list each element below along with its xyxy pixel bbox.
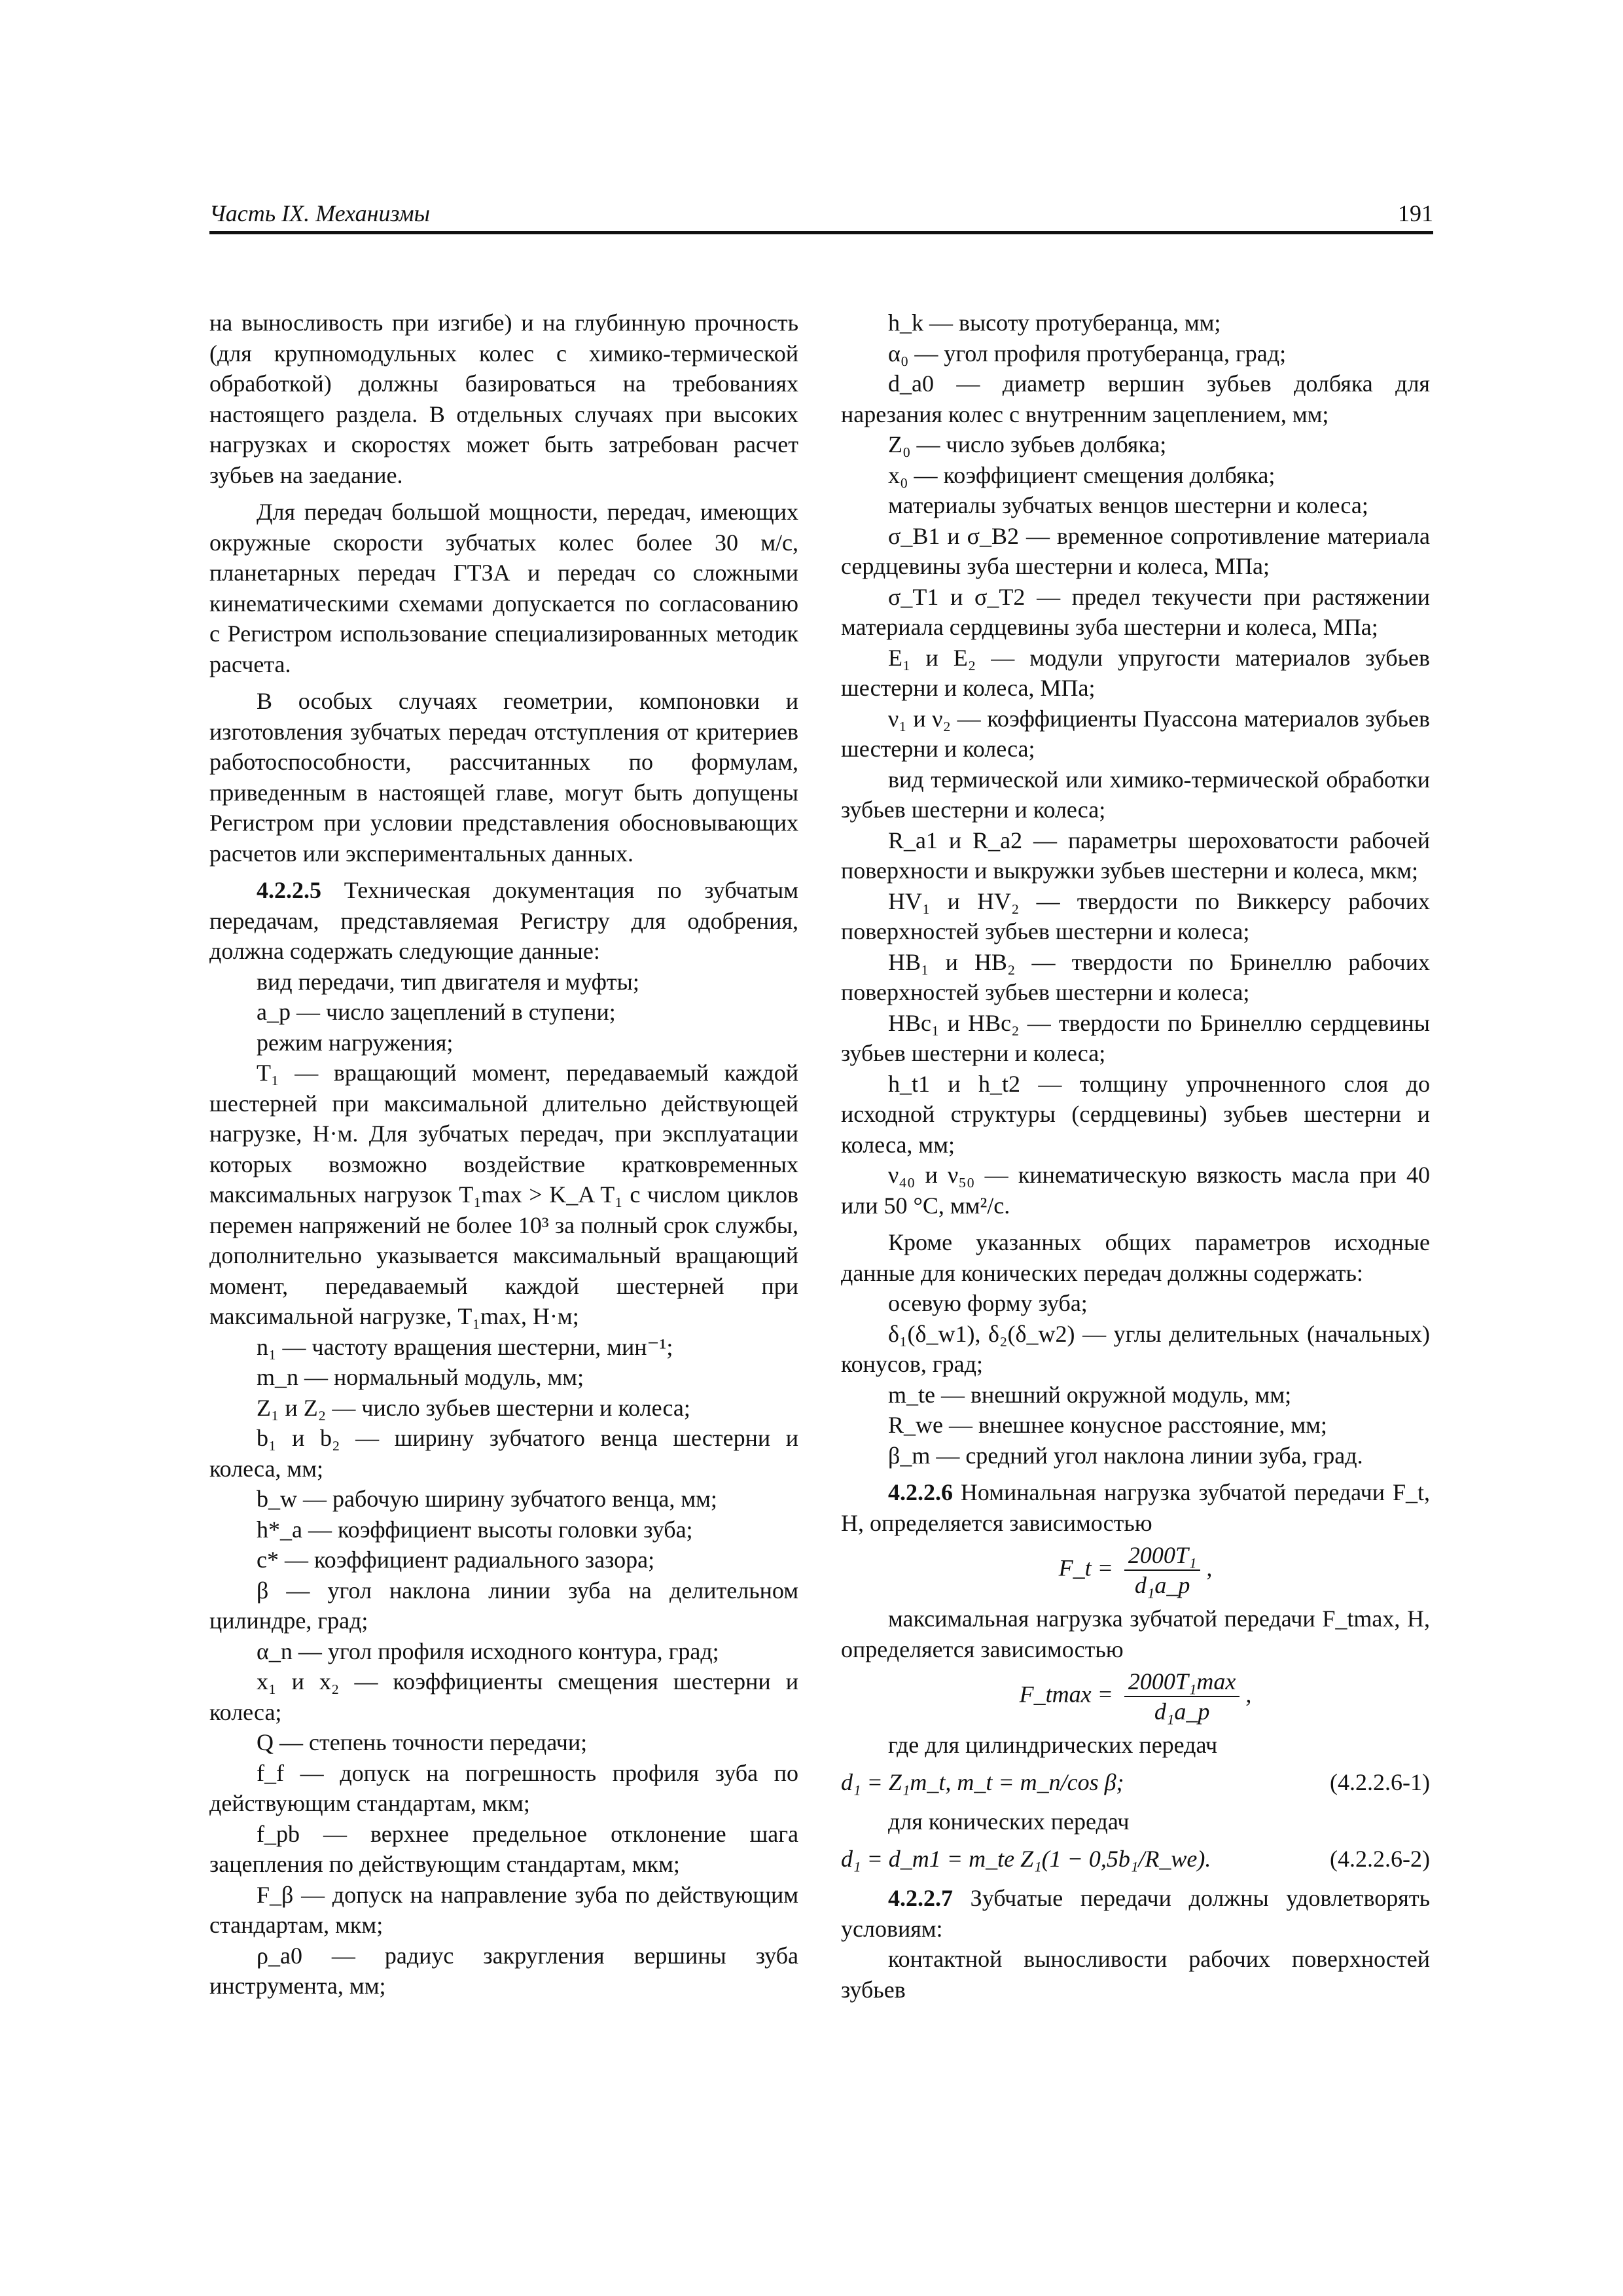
paragraph: Кроме указанных общих параметров исходные данные для конических передач должны содержать: bbox=[841, 1229, 1430, 1286]
page-number: 191 bbox=[1398, 200, 1433, 226]
list-item: α₀ — угол профиля протуберанца, град; bbox=[888, 340, 1287, 367]
fraction bbox=[1124, 1667, 1240, 1726]
equation-expression: d₁ = d_m1 = m_te Z₁(1 − 0,5b₁/R_we). bbox=[841, 1845, 1211, 1872]
running-title: Часть IX. Механизмы bbox=[209, 200, 430, 226]
formula-lhs: F_tmax = bbox=[1019, 1681, 1113, 1708]
page-header bbox=[209, 200, 1433, 234]
paragraph: на выносливость при изгибе) и на глубинную прочность (для крупномодульных колес с химико-термической обработкой) должны базироваться на требованиях настоящего раздела. В отдельных случаях при высоких нагрузках и скоростях может быть затребован расчет зубьев на заедание. bbox=[209, 310, 798, 488]
list-item: h*_a — коэффициент высоты головки зуба; bbox=[257, 1516, 693, 1543]
list-item: F_β — допуск на направление зуба по действующим стандартам, мкм; bbox=[209, 1881, 798, 1938]
equation-label: (4.2.2.6-2) bbox=[1330, 1845, 1430, 1872]
list-item: HV₁ и HV₂ — твердости по Виккерсу рабочих поверхностей зубьев шестерни и колеса; bbox=[841, 888, 1430, 944]
right-column bbox=[841, 308, 1430, 2005]
list-item: b₁ и b₂ — ширину зубчатого венца шестерни и колеса, мм; bbox=[209, 1425, 798, 1482]
list-item: осевую форму зуба; bbox=[888, 1290, 1088, 1316]
list-item: δ₁(δ_w1), δ₂(δ_w2) — углы делительных (начальных) конусов, град; bbox=[841, 1320, 1430, 1377]
formula-tail: , bbox=[1245, 1681, 1252, 1708]
clause-number: 4.2.2.7 bbox=[888, 1885, 953, 1911]
clause-4-2-2-7 bbox=[841, 1883, 1430, 1944]
list-item: режим нагружения; bbox=[257, 1029, 454, 1056]
equation-expression: d₁ = Z₁m_t, m_t = m_n/cos β; bbox=[841, 1768, 1124, 1795]
list-item: β_m — средний угол наклона линии зуба, град. bbox=[888, 1442, 1363, 1469]
list-item: x₁ и x₂ — коэффициенты смещения шестерни и колеса; bbox=[209, 1668, 798, 1725]
equation-4-2-2-6-2 bbox=[841, 1844, 1430, 1874]
clause-4-2-2-5 bbox=[209, 875, 798, 967]
equation-label: (4.2.2.6-1) bbox=[1330, 1768, 1430, 1795]
list-item: E₁ и E₂ — модули упругости материалов зубьев шестерни и колеса, МПа; bbox=[841, 644, 1430, 701]
list-item: x₀ — коэффициент смещения долбяка; bbox=[888, 461, 1275, 488]
list-item: HBc₁ и HBc₂ — твердости по Бринеллю сердцевины зубьев шестерни и колеса; bbox=[841, 1009, 1430, 1066]
list-item: σ_T1 и σ_T2 — предел текучести при растяжении материала сердцевины зуба шестерни и колеса, МПа; bbox=[841, 583, 1430, 640]
clause-text: Зубчатые передачи должны удовлетворять условиям: bbox=[841, 1885, 1430, 1942]
formula-nominal-load bbox=[841, 1541, 1430, 1600]
list-item: b_w — рабочую ширину зубчатого венца, мм; bbox=[257, 1486, 717, 1512]
list-item: ρ_a0 — радиус закругления вершины зуба инструмента, мм; bbox=[209, 1942, 798, 1999]
paragraph: В особых случаях геометрии, компоновки и изготовления зубчатых передач отступления от критериев работоспособности, рассчитанных по формулам, приведенным в настоящей главе, могут быть допущены Регистром при условии представления обосновывающих расчетов или экспериментальных данных. bbox=[209, 688, 798, 867]
list-item: a_p — число зацеплений в ступени; bbox=[257, 999, 616, 1025]
list-item: ν₄₀ и ν₅₀ — кинематическую вязкость масла при 40 или 50 °С, мм²/с. bbox=[841, 1162, 1430, 1219]
equation-4-2-2-6-1 bbox=[841, 1767, 1430, 1798]
list-item: R_we — внешнее конусное расстояние, мм; bbox=[888, 1412, 1327, 1438]
paragraph: для конических передач bbox=[888, 1808, 1130, 1835]
numerator: 2000T₁max bbox=[1124, 1667, 1240, 1697]
fraction bbox=[1124, 1541, 1201, 1600]
paragraph: Для передач большой мощности, передач, имеющих окружные скорости зубчатых колес более 30 м/с, планетарных передач ГТЗА и передач со сложными кинематическими схемами допускается по согласованию с Регистром использование специализированных методик расчета. bbox=[209, 499, 798, 677]
list-item: Z₁ и Z₂ — число зубьев шестерни и колеса; bbox=[257, 1394, 690, 1421]
list-item: HB₁ и HB₂ — твердости по Бринеллю рабочих поверхностей зубьев шестерни и колеса; bbox=[841, 948, 1430, 1005]
list-item: h_k — высоту протуберанца, мм; bbox=[888, 310, 1221, 336]
clause-text: Техническая документация по зубчатым передачам, представляемая Регистру для одобрения, должна содержать следующие данные: bbox=[209, 877, 798, 964]
list-item: f_f — допуск на погрешность профиля зуба по действующим стандартам, мкм; bbox=[209, 1759, 798, 1816]
list-item: h_t1 и h_t2 — толщину упрочненного слоя до исходной структуры (сердцевины) зубьев шестерни и колеса, мм; bbox=[841, 1070, 1430, 1158]
left-column bbox=[209, 308, 798, 2001]
paragraph: где для цилиндрических передач bbox=[888, 1732, 1218, 1758]
list-item: β — угол наклона линии зуба на делительном цилиндре, град; bbox=[209, 1577, 798, 1634]
list-item: α_n — угол профиля исходного контура, град; bbox=[257, 1638, 719, 1664]
list-item: вид передачи, тип двигателя и муфты; bbox=[257, 968, 639, 995]
list-item: m_n — нормальный модуль, мм; bbox=[257, 1364, 584, 1390]
formula-tail: , bbox=[1206, 1554, 1213, 1581]
formula-max-load bbox=[841, 1667, 1430, 1726]
list-item: ν₁ и ν₂ — коэффициенты Пуассона материалов зубьев шестерни и колеса; bbox=[841, 705, 1430, 762]
clause-number: 4.2.2.5 bbox=[257, 877, 321, 903]
list-item: Z₀ — число зубьев долбяка; bbox=[888, 431, 1167, 457]
paragraph: контактной выносливости рабочих поверхностей зубьев bbox=[841, 1946, 1430, 2003]
list-item: d_a0 — диаметр вершин зубьев долбяка для нарезания колес с внутренним зацеплением, мм; bbox=[841, 370, 1430, 427]
list-item: R_a1 и R_a2 — параметры шероховатости рабочей поверхности и выкружки зубьев шестерни и колеса, мкм; bbox=[841, 827, 1430, 884]
formula-lhs: F_t = bbox=[1058, 1554, 1113, 1581]
list-item: вид термической или химико-термической обработки зубьев шестерни и колеса; bbox=[841, 766, 1430, 823]
list-item: σ_B1 и σ_B2 — временное сопротивление материала сердцевины зуба шестерни и колеса, МПа; bbox=[841, 522, 1430, 579]
list-item: материалы зубчатых венцов шестерни и колеса; bbox=[888, 492, 1368, 518]
list-item: Q — степень точности передачи; bbox=[257, 1729, 588, 1755]
list-item: m_te — внешний окружной модуль, мм; bbox=[888, 1381, 1292, 1408]
list-item: c* — коэффициент радиального зазора; bbox=[257, 1547, 655, 1573]
clause-number: 4.2.2.6 bbox=[888, 1479, 953, 1505]
list-item: T₁ — вращающий момент, передаваемый каждой шестерней при максимальной длительно действующей нагрузке, Н·м. Для зубчатых передач, при эксплуатации которых возможно воздействие кратковременных максимальных нагрузок T₁max > K_A T₁ с числом циклов перемен напряжений не более 10³ за полный срок службы, дополнительно указывается максимальный вращающий момент, передаваемый каждой шестерней при максимальной нагрузке, T₁max, Н·м; bbox=[209, 1060, 798, 1329]
list-item: n₁ — частоту вращения шестерни, мин⁻¹; bbox=[257, 1333, 673, 1360]
denominator: d₁a_p bbox=[1154, 1698, 1210, 1725]
paragraph: максимальная нагрузка зубчатой передачи F_tmax, Н, определяется зависимостью bbox=[841, 1605, 1430, 1662]
clause-4-2-2-6 bbox=[841, 1477, 1430, 1538]
numerator: 2000T₁ bbox=[1124, 1541, 1201, 1571]
clause-text: Номинальная нагрузка зубчатой передачи F_t, Н, определяется зависимостью bbox=[841, 1479, 1430, 1536]
denominator: d₁a_p bbox=[1134, 1572, 1190, 1598]
list-item: f_pb — верхнее предельное отклонение шага зацепления по действующим стандартам, мкм; bbox=[209, 1820, 798, 1877]
